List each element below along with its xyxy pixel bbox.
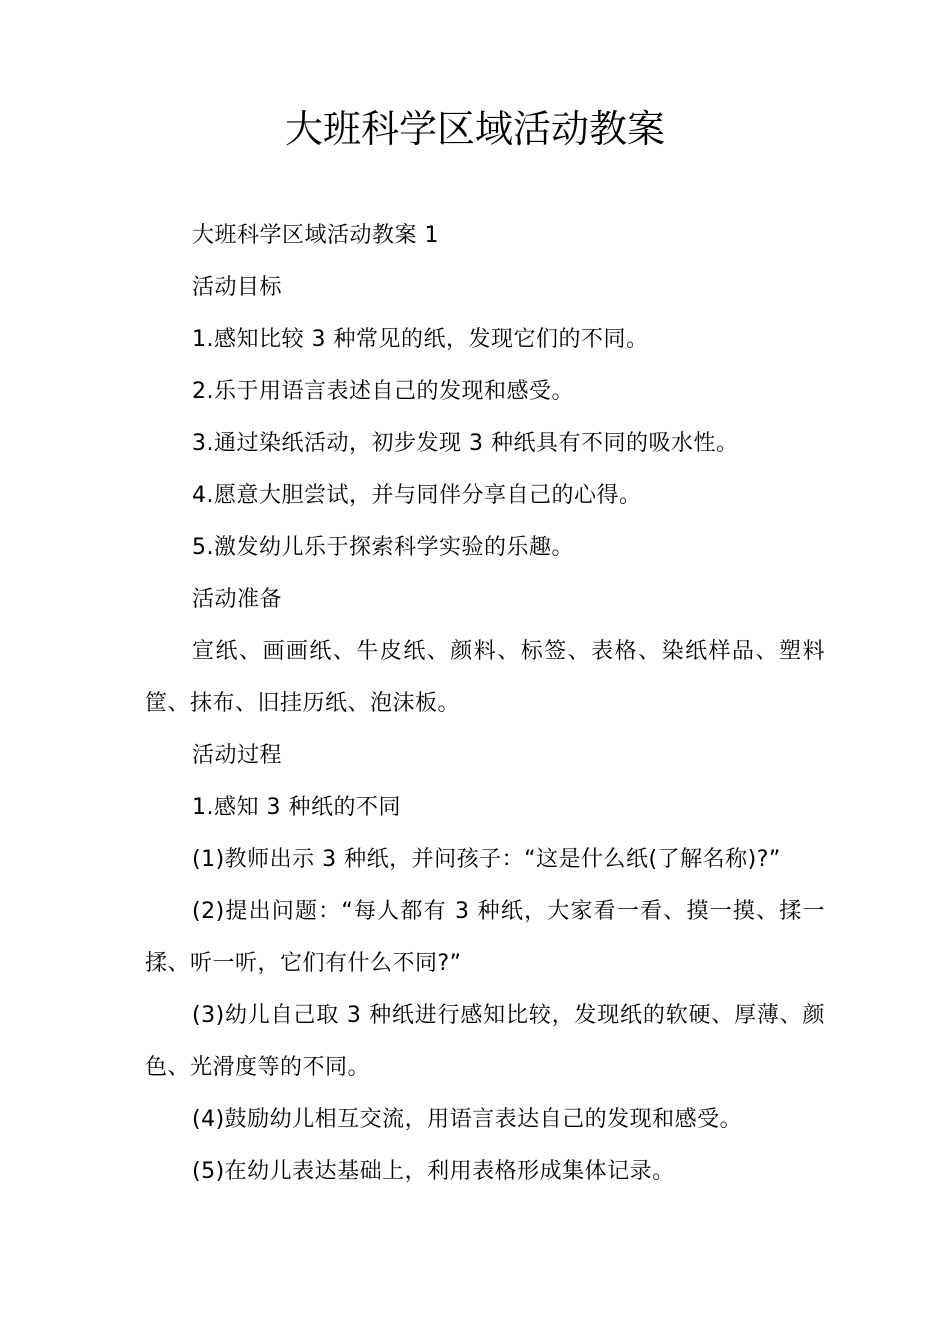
document-title: 大班科学区域活动教案 (284, 107, 665, 151)
process-substep: (5)在幼儿表达基础上，利用表格形成集体记录。 (192, 1159, 675, 1184)
goal-item: 5.激发幼儿乐于探索科学实验的乐趣。 (192, 535, 574, 560)
section-heading: 大班科学区域活动教案 1 (192, 223, 439, 248)
subheading-process: 活动过程 (192, 743, 283, 768)
process-substep: (1)教师出示 3 种纸，并问孩子：“这是什么纸(了解名称)?” (192, 847, 781, 872)
subheading-goals: 活动目标 (192, 275, 283, 300)
preparation-text: 宣纸、画画纸、牛皮纸、颜料、标签、表格、染纸样品、塑料筐、抹布、旧挂历纸、泡沫板。 (145, 639, 825, 716)
process-substep: (2)提出问题：“每人都有 3 种纸，大家看一看、摸一摸、揉一揉、听一听，它们有什么不同?” (145, 899, 825, 976)
goal-item: 1.感知比较 3 种常见的纸，发现它们的不同。 (192, 327, 649, 352)
process-step: 1.感知 3 种纸的不同 (192, 795, 401, 820)
process-substep: (3)幼儿自己取 3 种纸进行感知比较，发现纸的软硬、厚薄、颜色、光滑度等的不同。 (145, 1003, 825, 1080)
document-body (145, 210, 825, 1198)
subheading-preparation: 活动准备 (192, 587, 283, 612)
goal-item: 2.乐于用语言表述自己的发现和感受。 (192, 379, 574, 404)
goal-item: 4.愿意大胆尝试，并与同伴分享自己的心得。 (192, 483, 642, 508)
process-substep: (4)鼓励幼儿相互交流，用语言表达自己的发现和感受。 (192, 1107, 743, 1132)
goal-item: 3.通过染纸活动，初步发现 3 种纸具有不同的吸水性。 (192, 431, 739, 456)
